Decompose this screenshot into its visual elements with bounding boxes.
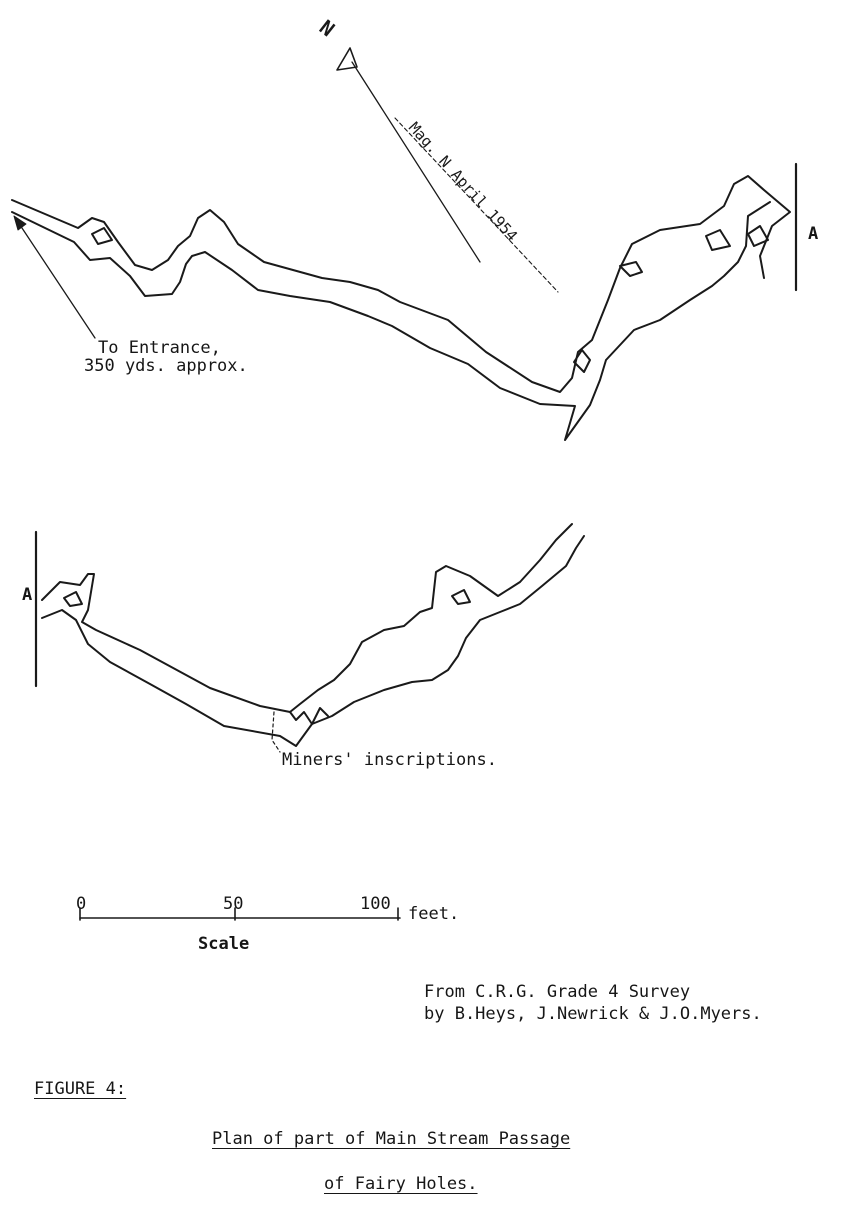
- entrance-label-line1: To Entrance,: [98, 338, 221, 358]
- scale-unit: feet.: [408, 904, 460, 924]
- credit-line2: by B.Heys, J.Newrick & J.O.Myers.: [424, 1004, 762, 1024]
- scale-tick-100: 100: [360, 894, 391, 914]
- passage-lower-section: [36, 524, 584, 752]
- entrance-arrow: [14, 216, 95, 338]
- scale-tick-0: 0: [76, 894, 87, 914]
- match-point-a-lower: A: [22, 585, 33, 605]
- scale-tick-50: 50: [223, 894, 244, 914]
- figure-title-line2: of Fairy Holes.: [324, 1174, 478, 1194]
- match-point-a-upper: A: [808, 224, 819, 244]
- miners-inscriptions-label: Miners' inscriptions.: [282, 750, 497, 770]
- credit-line1: From C.R.G. Grade 4 Survey: [424, 982, 691, 1002]
- passage-upper-section: [12, 164, 796, 440]
- figure-number: FIGURE 4:: [34, 1079, 127, 1099]
- north-letter: N: [314, 15, 340, 42]
- mag-north-note: Mag. N April 1954: [405, 118, 522, 245]
- figure-title-line1: Plan of part of Main Stream Passage: [212, 1129, 571, 1149]
- entrance-label-line2: 350 yds. approx.: [84, 356, 248, 376]
- scale-caption: Scale: [198, 934, 250, 954]
